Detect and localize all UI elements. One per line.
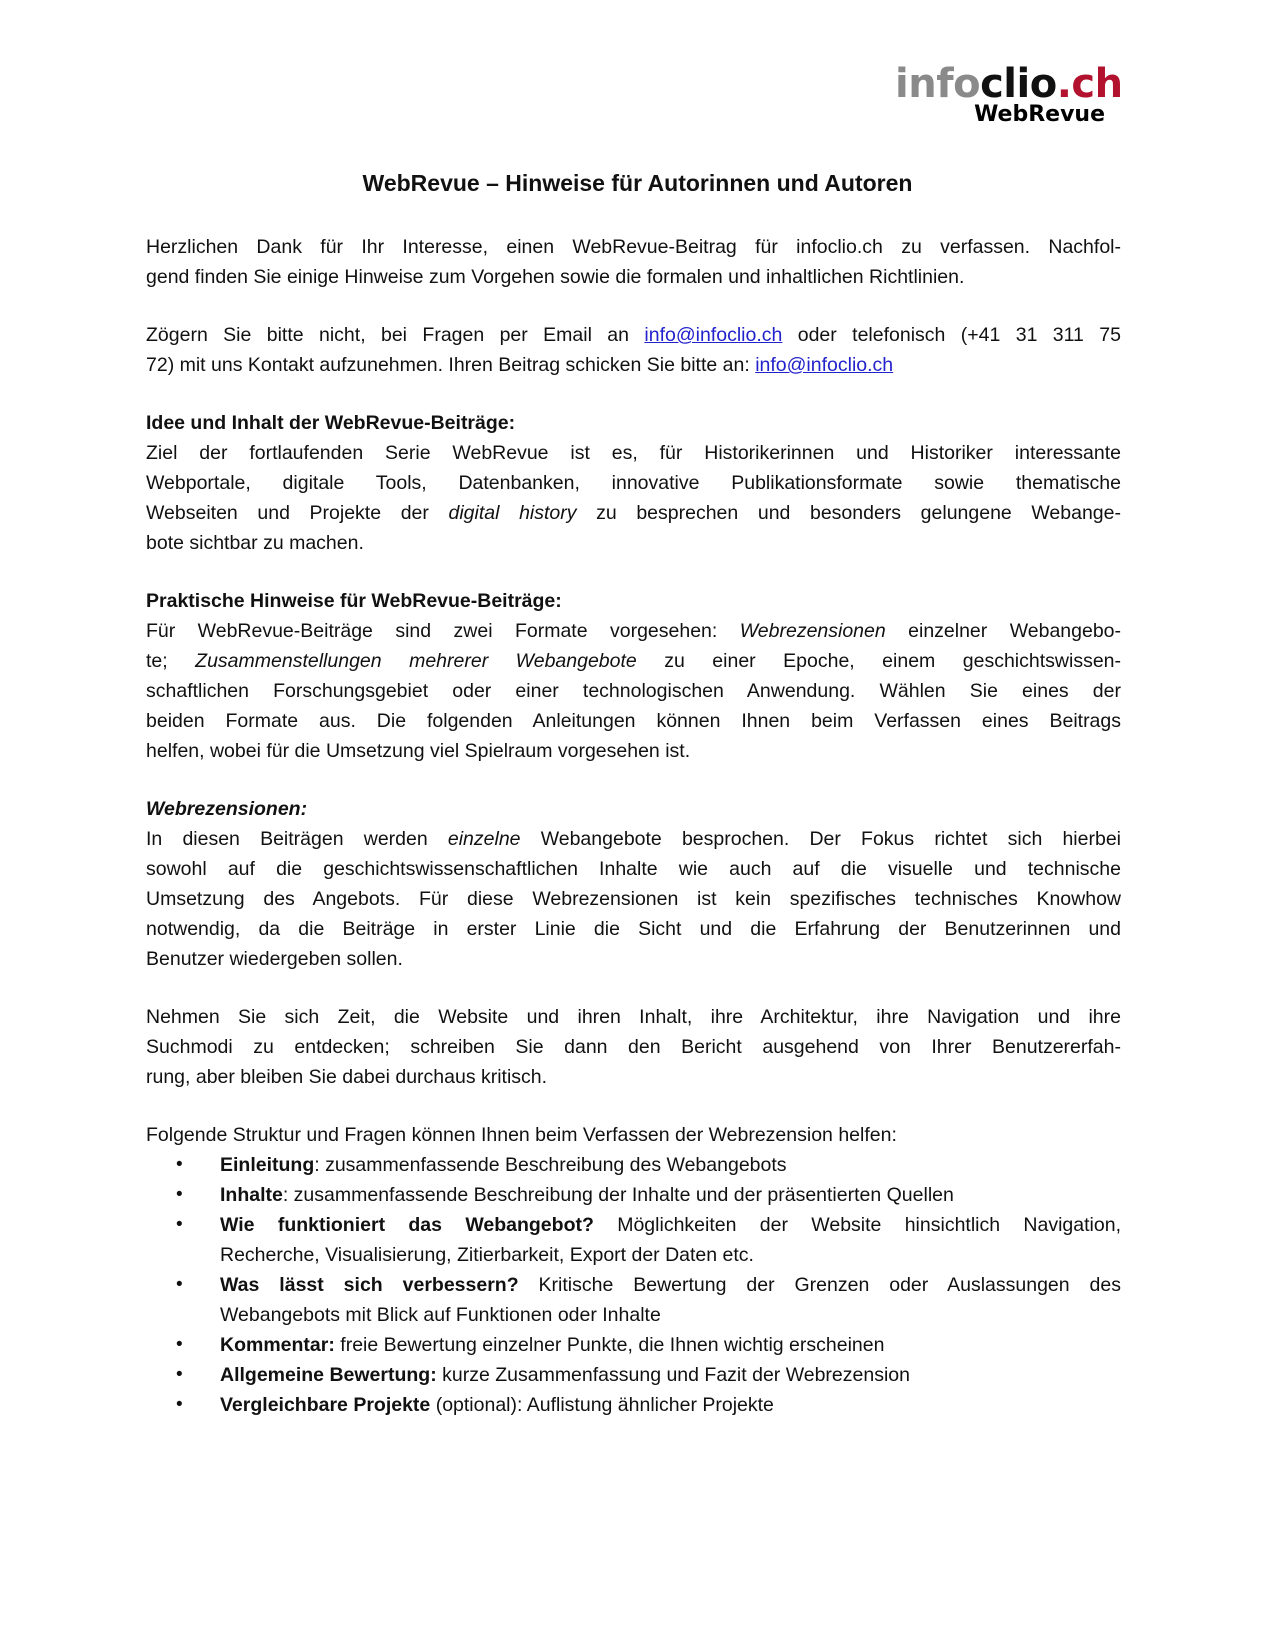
bullet-icon: • <box>176 1394 183 1415</box>
text-span: Webangebote besprochen. Der Fokus richtet sich hierbei <box>520 828 1121 850</box>
text-line <box>146 824 1121 854</box>
text-line: sowohl auf die geschichtswissenschaftlichen Inhalte wie auch auf die visuelle und technische <box>146 858 1121 880</box>
item-label: Was lässt sich verbessern? <box>220 1274 519 1296</box>
text-line: bote sichtbar zu machen. <box>146 532 364 554</box>
text-line: notwendig, da die Beiträge in erster Linie die Sicht und die Erfahrung der Benutzerinnen und <box>146 918 1121 940</box>
text-line: Benutzer wiedergeben sollen. <box>146 948 403 970</box>
text-line <box>220 1270 1121 1300</box>
section-heading: Praktische Hinweise für WebRevue-Beiträge: <box>146 590 562 612</box>
logo-subtitle: WebRevue <box>974 102 1105 127</box>
text-line <box>220 1180 1121 1210</box>
emphasis: Webrezensionen <box>739 620 886 642</box>
text-line: beiden Formate aus. Die folgenden Anleitungen können Ihnen beim Verfassen eines Beitrags <box>146 710 1121 732</box>
text-span: Für WebRevue-Beiträge sind zwei Formate vorgesehen: <box>146 620 740 642</box>
text-line: Ziel der fortlaufenden Serie WebRevue ist es, für Historikerinnen und Historiker interessante <box>146 442 1121 464</box>
contact-paragraph <box>146 320 1121 380</box>
bullet-icon: • <box>176 1364 183 1385</box>
logo-ch: .ch <box>1056 61 1123 107</box>
intro-paragraph <box>146 232 1121 292</box>
list-item <box>146 1210 1121 1270</box>
text-line: helfen, wobei für die Umsetzung viel Spielraum vorgesehen ist. <box>146 740 691 762</box>
submission-email-link[interactable]: info@infoclio.ch <box>755 354 894 376</box>
bullet-icon: • <box>176 1274 183 1295</box>
text-line <box>146 320 1121 350</box>
logo-clio: clio <box>980 61 1057 107</box>
text-span: In diesen Beiträgen werden <box>146 828 448 850</box>
item-label: Allgemeine Bewertung: <box>220 1364 437 1386</box>
text-line <box>220 1210 1121 1240</box>
text-line <box>220 1390 1121 1420</box>
text-span: zu einer Epoche, einem geschichtswissen- <box>636 650 1121 672</box>
email-link[interactable]: info@infoclio.ch <box>644 324 783 346</box>
text-line: Webportale, digitale Tools, Datenbanken, innovative Publikationsformate sowie thematische <box>146 472 1121 494</box>
item-label: Einleitung <box>220 1154 315 1176</box>
list-item <box>146 1180 1121 1210</box>
text-line <box>146 646 1121 676</box>
text-line: Recherche, Visualisierung, Zitierbarkeit, Export der Daten etc. <box>220 1244 754 1266</box>
text-line: Webangebots mit Blick auf Funktionen oder Inhalte <box>220 1304 661 1326</box>
text-span: zu besprechen und besonders gelungene Webange- <box>576 502 1121 524</box>
item-label: Inhalte <box>220 1184 283 1206</box>
text-span: 72) mit uns Kontakt aufzunehmen. Ihren Beitrag schicken Sie bitte an: <box>146 354 756 376</box>
section-heading: Idee und Inhalt der WebRevue-Beiträge: <box>146 412 516 434</box>
text-line: Herzlichen Dank für Ihr Interesse, einen WebRevue-Beitrag für infoclio.ch zu verfassen. Nachfol- <box>146 236 1121 258</box>
emphasis: Zusammenstellungen mehrerer Webangebote <box>195 650 637 672</box>
item-text: Möglichkeiten der Website hinsichtlich Navigation, <box>593 1214 1121 1236</box>
emphasis: digital history <box>448 502 577 524</box>
text-line: rung, aber bleiben Sie dabei durchaus kritisch. <box>146 1066 548 1088</box>
text-span: Zögern Sie bitte nicht, bei Fragen per Email an <box>146 324 645 346</box>
logo-info: info <box>895 61 981 107</box>
bullet-icon: • <box>176 1184 183 1205</box>
exploration-paragraph <box>146 1002 1121 1092</box>
section-praktisch <box>146 586 1121 766</box>
text-line <box>146 498 1121 528</box>
text-span: einzelner Webangebo- <box>885 620 1121 642</box>
document-body <box>146 232 1121 1420</box>
section-webrezensionen <box>146 794 1121 974</box>
logo-wordmark <box>895 61 1123 107</box>
item-text: kurze Zusammenfassung und Fazit der Webrezension <box>436 1364 910 1386</box>
list-item <box>146 1330 1121 1360</box>
bullet-icon: • <box>176 1214 183 1235</box>
section-heading: Webrezensionen: <box>146 798 308 820</box>
item-label: Kommentar: <box>220 1334 335 1356</box>
item-text: : zusammenfassende Beschreibung des Webangebots <box>314 1154 787 1176</box>
text-line <box>146 350 1121 380</box>
list-item <box>146 1270 1121 1330</box>
item-text: freie Bewertung einzelner Punkte, die Ihnen wichtig erscheinen <box>334 1334 885 1356</box>
list-item <box>146 1360 1121 1390</box>
infoclio-logo <box>895 61 1123 127</box>
text-span: oder telefonisch (+41 31 311 75 <box>782 324 1121 346</box>
text-line: Nehmen Sie sich Zeit, die Website und ihren Inhalt, ihre Architektur, ihre Navigation und ihre <box>146 1006 1121 1028</box>
item-label: Vergleichbare Projekte <box>220 1394 431 1416</box>
section-idee <box>146 408 1121 558</box>
text-line: Suchmodi zu entdecken; schreiben Sie dann den Bericht ausgehend von Ihrer Benutzererfah- <box>146 1036 1121 1058</box>
list-item <box>146 1390 1121 1420</box>
structure-list <box>146 1150 1121 1420</box>
text-line <box>220 1330 1121 1360</box>
item-text: (optional): Auflistung ähnlicher Projekte <box>430 1394 774 1416</box>
emphasis: einzelne <box>447 828 521 850</box>
item-text: Kritische Bewertung der Grenzen oder Auslassungen des <box>518 1274 1121 1296</box>
text-line: Umsetzung des Angebots. Für diese Webrezensionen ist kein spezifisches technisches Knowhow <box>146 888 1121 910</box>
text-line: gend finden Sie einige Hinweise zum Vorgehen sowie die formalen und inhaltlichen Richtlinien. <box>146 266 965 288</box>
section-struktur <box>146 1120 1121 1420</box>
text-span: Webseiten und Projekte der <box>146 502 449 524</box>
text-line <box>220 1360 1121 1390</box>
item-text: : zusammenfassende Beschreibung der Inhalte und der präsentierten Quellen <box>282 1184 954 1206</box>
text-line <box>146 616 1121 646</box>
item-label: Wie funktioniert das Webangebot? <box>220 1214 594 1236</box>
list-item <box>146 1150 1121 1180</box>
bullet-icon: • <box>176 1154 183 1175</box>
text-line: schaftlichen Forschungsgebiet oder einer technologischen Anwendung. Wählen Sie eines der <box>146 680 1121 702</box>
text-line <box>220 1150 1121 1180</box>
document-title: WebRevue – Hinweise für Autorinnen und Autoren <box>362 170 913 196</box>
list-intro: Folgende Struktur und Fragen können Ihnen beim Verfassen der Webrezension helfen: <box>146 1124 897 1146</box>
bullet-icon: • <box>176 1334 183 1355</box>
text-span: te; <box>146 650 196 672</box>
